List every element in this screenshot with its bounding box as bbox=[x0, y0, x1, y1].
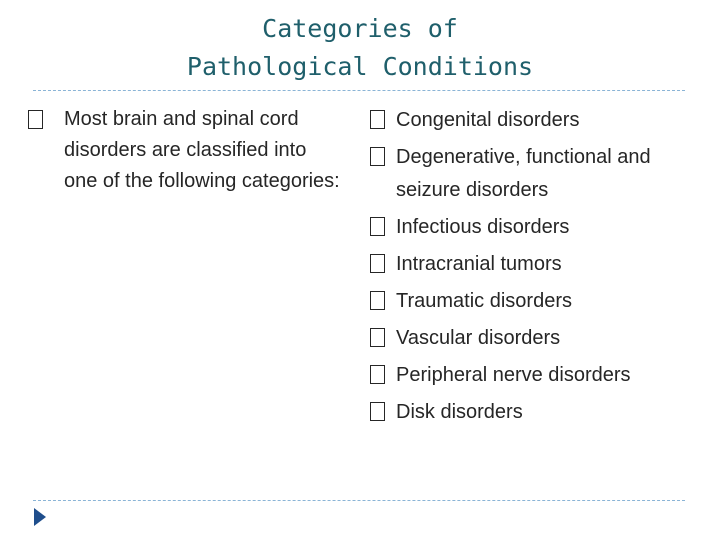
category-label: Degenerative, functional and seizure disorders bbox=[396, 146, 651, 201]
slide-title-line-2: Pathological Conditions bbox=[186, 52, 534, 81]
left-bullet-text: Most brain and spinal cord disorders are classified into one of the following categories: bbox=[64, 108, 340, 192]
category-label: Traumatic disorders bbox=[396, 290, 572, 312]
square-bullet-icon bbox=[370, 110, 385, 129]
category-item bbox=[370, 104, 700, 137]
top-divider bbox=[33, 90, 685, 91]
square-bullet-icon bbox=[370, 328, 385, 347]
right-column bbox=[370, 104, 700, 433]
square-bullet-icon bbox=[370, 291, 385, 310]
play-arrow-icon[interactable] bbox=[34, 508, 46, 526]
category-label: Peripheral nerve disorders bbox=[396, 364, 631, 386]
square-bullet-icon bbox=[28, 110, 43, 129]
left-bullet-item bbox=[44, 104, 344, 197]
square-bullet-icon bbox=[370, 402, 385, 421]
category-item bbox=[370, 396, 700, 429]
category-item bbox=[370, 211, 700, 244]
square-bullet-icon bbox=[370, 254, 385, 273]
square-bullet-icon bbox=[370, 217, 385, 236]
left-column bbox=[44, 104, 344, 201]
slide-title-line-1: Categories of bbox=[262, 14, 458, 43]
bottom-divider bbox=[33, 500, 685, 501]
square-bullet-icon bbox=[370, 365, 385, 384]
square-bullet-icon bbox=[370, 147, 385, 166]
category-item bbox=[370, 248, 700, 281]
category-label: Intracranial tumors bbox=[396, 253, 562, 275]
category-label: Infectious disorders bbox=[396, 216, 570, 238]
category-item bbox=[370, 285, 700, 318]
category-item bbox=[370, 141, 700, 207]
category-label: Disk disorders bbox=[396, 401, 523, 423]
category-item bbox=[370, 359, 700, 392]
category-item bbox=[370, 322, 700, 355]
category-label: Vascular disorders bbox=[396, 327, 561, 349]
slide-title bbox=[0, 10, 720, 86]
category-label: Congenital disorders bbox=[396, 109, 580, 131]
